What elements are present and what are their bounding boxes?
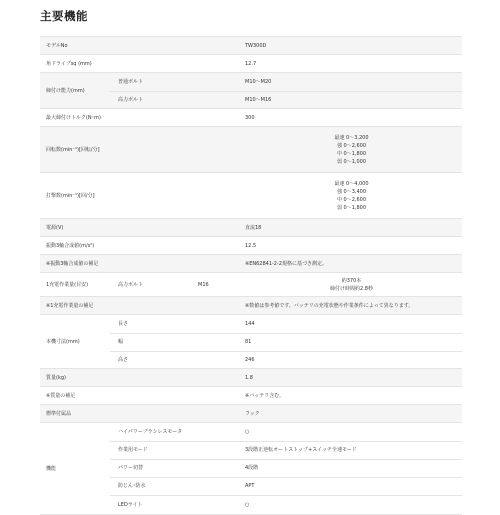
spec-label: 最大締付けトルク(N･m) xyxy=(46,114,101,121)
feature-name: 防じん･防水 xyxy=(118,483,146,489)
spec-row-vibration-note xyxy=(40,255,462,273)
spec-row-weight xyxy=(40,369,462,387)
spec-row-weight-note xyxy=(40,387,462,405)
spec-row-rpm xyxy=(40,127,462,173)
spec-label: 本機寸法(mm) xyxy=(46,338,80,345)
spec-value-line: 弱 0～1,000 xyxy=(336,158,367,165)
spec-table xyxy=(40,36,462,515)
spec-note: ※バッテリ含む。 xyxy=(245,392,285,399)
spec-value: 1.8 xyxy=(245,374,253,381)
spec-label: 機能 xyxy=(46,465,57,472)
spec-sublabel: 高力ボルト xyxy=(118,281,144,288)
spec-value-list xyxy=(245,173,458,218)
spec-label: 標準付属品 xyxy=(46,410,72,417)
spec-label: モデルNo xyxy=(46,42,68,49)
spec-label: ※質量の補足 xyxy=(46,392,76,399)
spec-row-vibration xyxy=(40,237,462,255)
spec-sublabel: 高さ xyxy=(118,356,129,363)
spec-value: M10～M16 xyxy=(245,96,272,103)
feature-value: ○ xyxy=(245,429,250,435)
spec-label: 角ドライブsq (mm) xyxy=(46,60,92,67)
feature-value: 3段階正逆転オートストップ+スイッチ全速モード xyxy=(245,447,357,453)
spec-label: ※振動3軸合成値の補足 xyxy=(46,260,99,267)
spec-value: 246 xyxy=(245,356,255,363)
spec-label: ※1充電作業量の補足 xyxy=(46,302,94,309)
spec-label: 1充電作業量(目安) xyxy=(46,281,89,288)
spec-value: 300 xyxy=(245,114,255,121)
spec-row-work xyxy=(40,273,462,297)
spec-row-dimensions xyxy=(40,315,462,369)
spec-value: 12.7 xyxy=(245,60,257,67)
spec-size: M16 xyxy=(198,281,209,288)
spec-label: 電源(V) xyxy=(46,224,64,231)
spec-value: 12.5 xyxy=(245,242,257,249)
spec-label: 回転数(min⁻¹)[回転/分] xyxy=(46,146,100,153)
feature-name: ハイパワーブラシレスモータ xyxy=(118,429,183,435)
page-title: 主要機能 xyxy=(40,9,88,23)
spec-row-model xyxy=(40,37,462,55)
spec-label: 打撃数(min⁻¹)[回/分] xyxy=(46,192,95,199)
spec-sublabel: 幅 xyxy=(118,338,124,345)
spec-row-features xyxy=(40,423,462,515)
spec-note: ※EN62841-2-2規格に基づき測定。 xyxy=(245,260,327,267)
spec-value: TW300D xyxy=(245,42,267,49)
spec-row-drive xyxy=(40,55,462,73)
spec-value-line: 弱 0～1,800 xyxy=(336,204,367,211)
spec-value-line: 中 0～2,600 xyxy=(336,196,367,203)
spec-row-torque xyxy=(40,109,462,127)
feature-name: 作業用モード xyxy=(118,447,148,453)
feature-name: パワー切替 xyxy=(118,465,144,471)
spec-value-line: 締付け時間約2.8秒 xyxy=(330,285,373,292)
feature-value: 4段階 xyxy=(245,465,259,471)
feature-name: LEDライト xyxy=(118,502,143,508)
spec-label: 振動3軸合成値(m/s²) xyxy=(46,242,95,249)
spec-value-line: 中 0～1,800 xyxy=(336,150,367,157)
spec-row-accessory xyxy=(40,405,462,423)
spec-value: 144 xyxy=(245,320,255,327)
spec-row-voltage xyxy=(40,219,462,237)
spec-value-line: 強 0～2,600 xyxy=(336,142,367,149)
feature-value: APT xyxy=(245,483,255,489)
spec-label: 締付け能力(mm) xyxy=(46,87,85,94)
spec-value-line: 約370本 xyxy=(341,277,362,284)
spec-value-list xyxy=(245,127,458,172)
spec-value: 81 xyxy=(245,338,252,345)
spec-sublabel: 普通ボルト xyxy=(118,78,144,85)
spec-sublabel: 高力ボルト xyxy=(118,96,144,103)
feature-value: ○ xyxy=(245,502,250,508)
spec-sublabel: 長さ xyxy=(118,320,129,327)
spec-value-line: 最速 0～3,200 xyxy=(334,134,369,141)
spec-label: 質量(kg) xyxy=(46,374,66,381)
spec-value-line: 強 0～3,400 xyxy=(336,188,367,195)
spec-value: M10～M20 xyxy=(245,78,272,85)
spec-note: ※数値は参考値です。バッテリの充電状態や作業条件によって異なります。 xyxy=(245,302,414,309)
spec-row-impact xyxy=(40,173,462,219)
spec-value: フック xyxy=(245,410,260,417)
spec-row-work-note xyxy=(40,297,462,315)
spec-value-list xyxy=(245,273,458,296)
spec-value-line: 最速 0～4,000 xyxy=(334,180,369,187)
spec-value: 直流18 xyxy=(245,224,262,231)
spec-row-capacity xyxy=(40,73,462,109)
